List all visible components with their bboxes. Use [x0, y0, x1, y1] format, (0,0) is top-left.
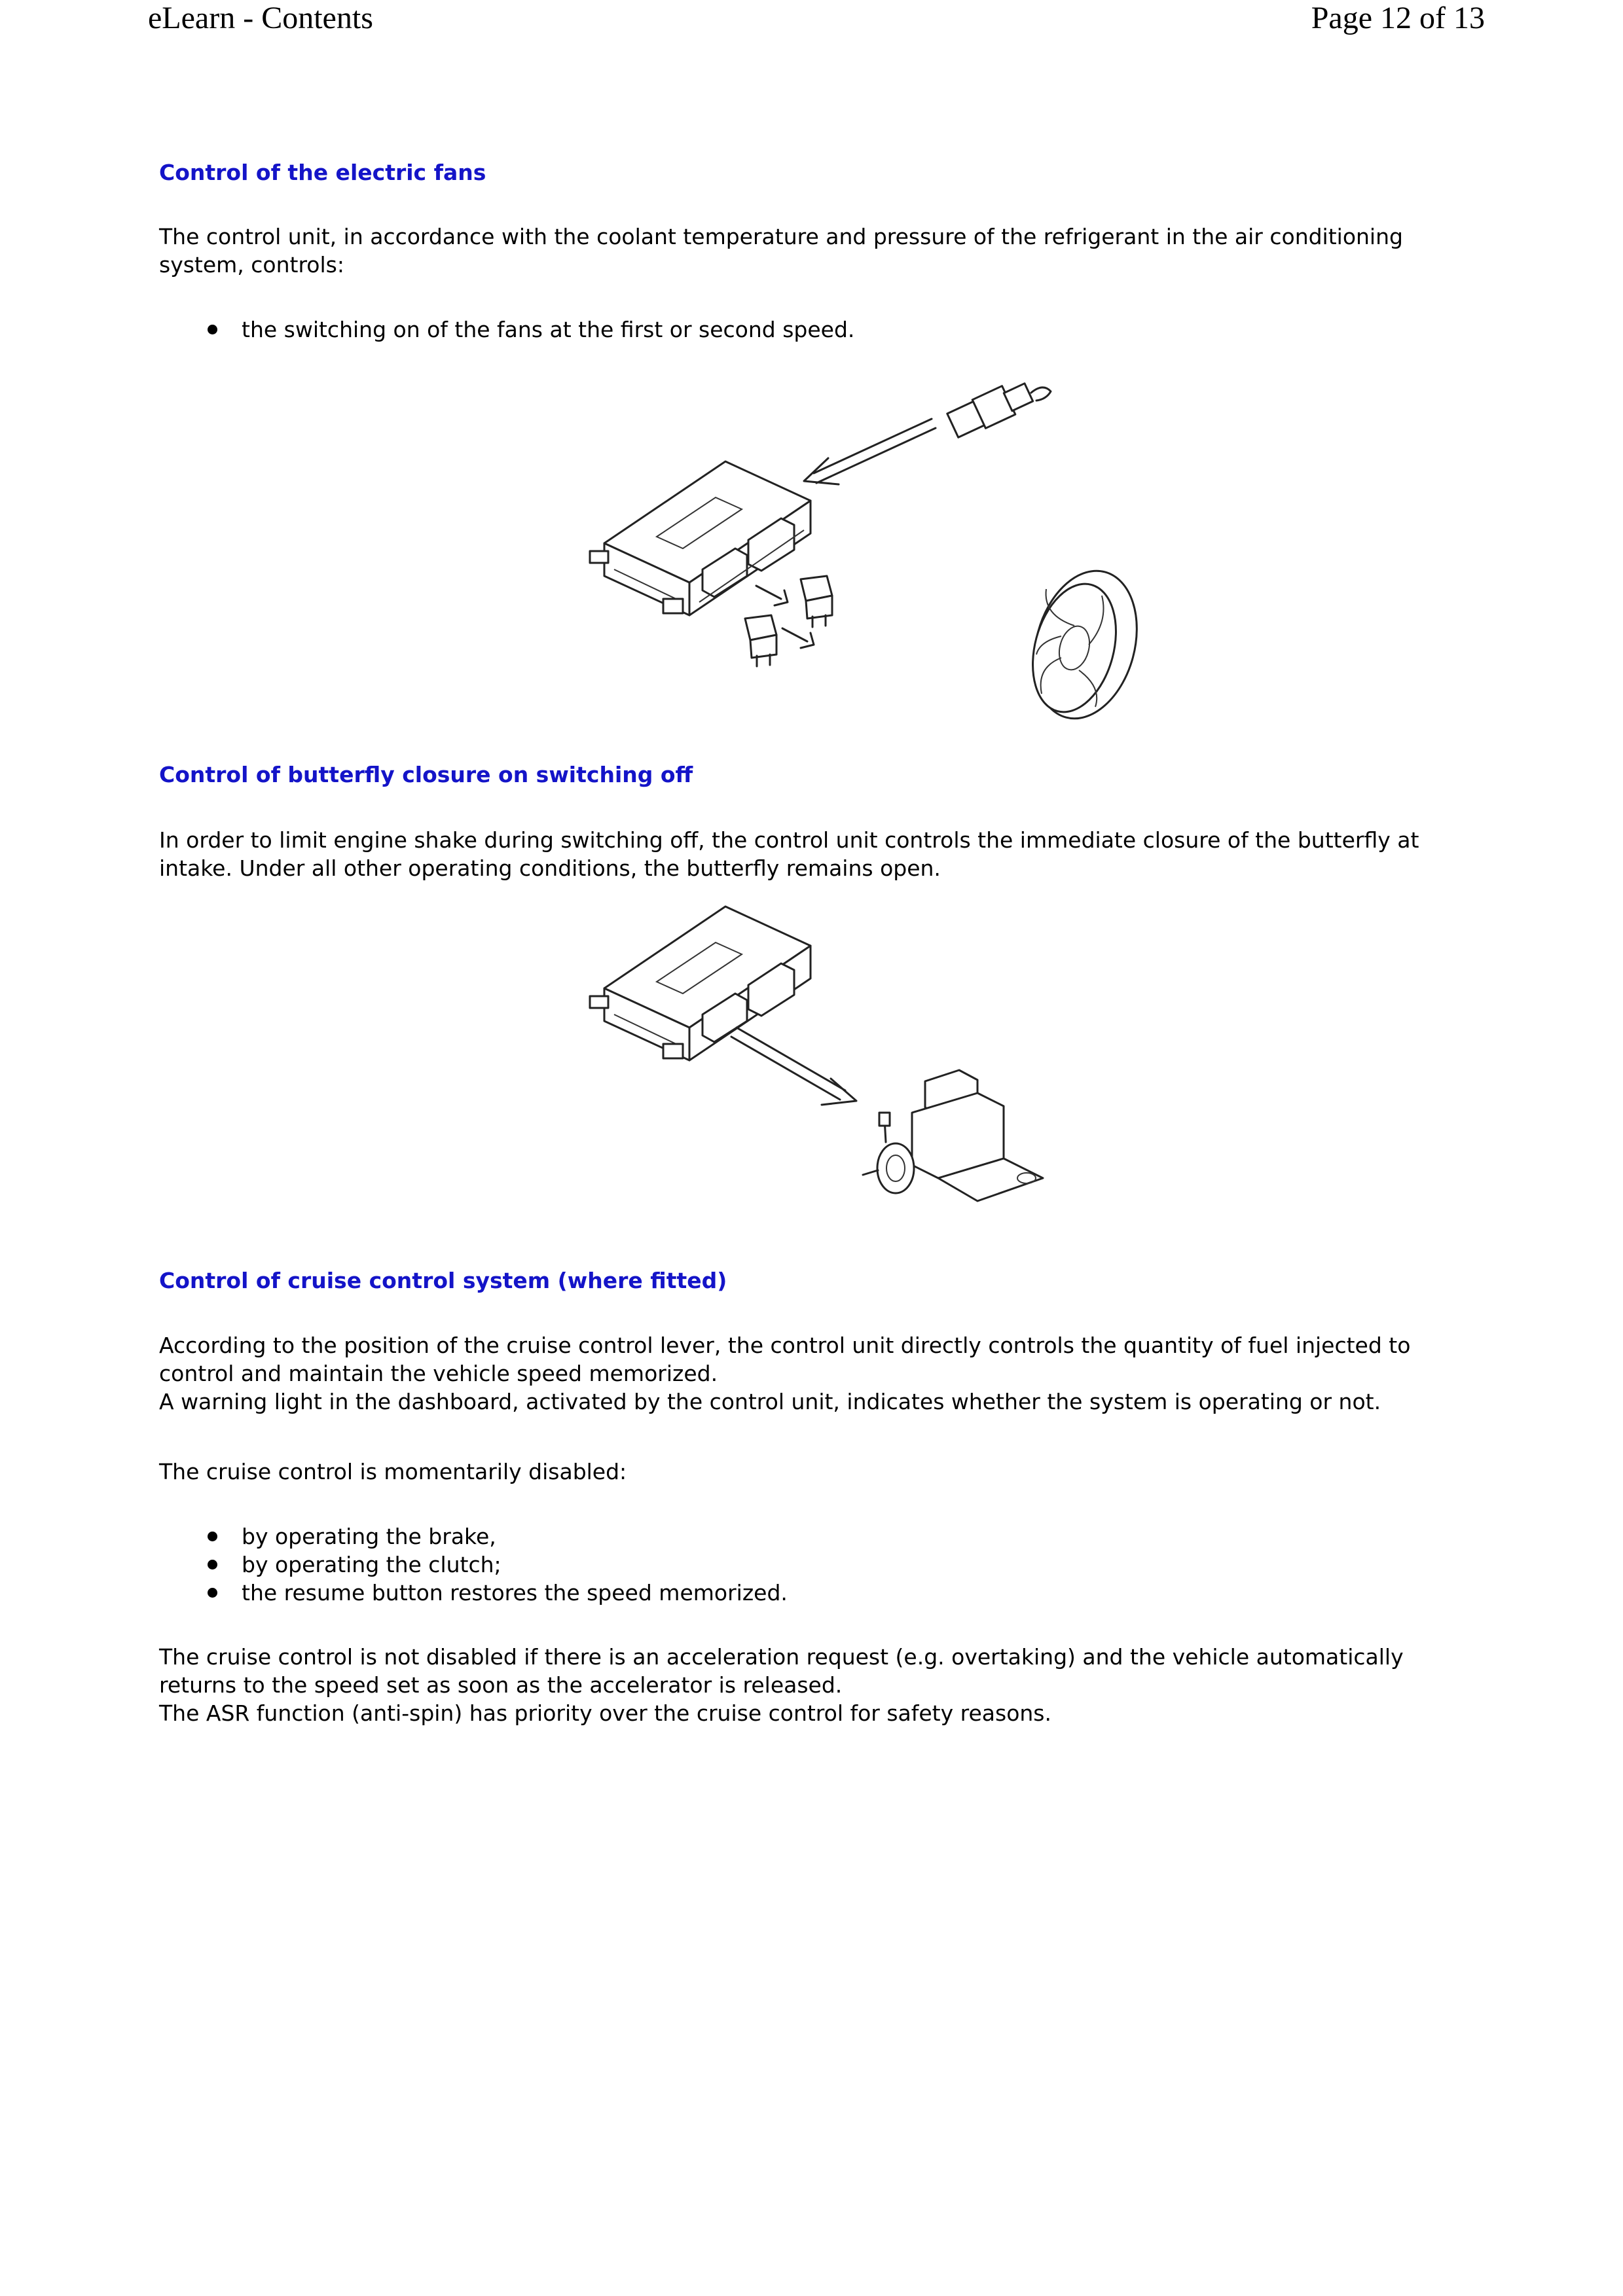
relay-graphic: [801, 576, 832, 627]
paragraph-cruise-intro: [159, 1331, 1475, 1416]
paragraph-fans-intro: [159, 223, 1475, 279]
heading-butterfly-closure: Control of butterfly closure on switching off: [159, 762, 693, 787]
paragraph-line: A warning light in the dashboard, activated by the control unit, indicates whether the system is operating or not.: [159, 1389, 1381, 1414]
header-title: eLearn - Contents: [148, 1, 373, 35]
bullet-list-cruise: [159, 1522, 788, 1607]
paragraph-butterfly: [159, 826, 1475, 882]
paragraph-line: In order to limit engine shake during switching off, the control unit controls the immediate closure of the butterfly at: [159, 827, 1419, 853]
electric-fan-graphic: [1019, 560, 1152, 730]
arrow-sensor-to-ecu: [804, 419, 936, 484]
list-item: the switching on of the fans at the first or second speed.: [159, 315, 854, 344]
list-item: by operating the clutch;: [159, 1551, 788, 1579]
heading-electric-fans: Control of the electric fans: [159, 160, 486, 185]
arrow-ecu-to-actuator: [731, 1028, 856, 1105]
paragraph-line: The ASR function (anti-spin) has priority over the cruise control for safety reasons.: [159, 1700, 1051, 1726]
paragraph-line: The control unit, in accordance with the coolant temperature and pressure of the refrigerant in the air conditioning: [159, 224, 1403, 249]
arrow-ecu-to-relay-1: [756, 586, 788, 605]
paragraph-cruise-disabled: The cruise control is momentarily disabled:: [159, 1459, 627, 1484]
page-header: [0, 0, 1623, 46]
paragraph-line: The cruise control is not disabled if there is an acceleration request (e.g. overtaking) and the vehicle automatically: [159, 1644, 1404, 1670]
butterfly-control-illustration: [585, 890, 1213, 1244]
figure-butterfly-control: [585, 890, 1213, 1246]
paragraph-cruise-notes: [159, 1643, 1475, 1727]
paragraph-line: control and maintain the vehicle speed memorized.: [159, 1361, 718, 1386]
page-number: Page 12 of 13: [1311, 1, 1485, 35]
paragraph-line: system, controls:: [159, 252, 344, 278]
paragraph-line: According to the position of the cruise control lever, the control unit directly controls the quantity of fuel injected to: [159, 1333, 1411, 1358]
heading-cruise-control: Control of cruise control system (where fitted): [159, 1268, 727, 1293]
relay-graphic: [745, 615, 776, 666]
list-item: the resume button restores the speed memorized.: [159, 1579, 788, 1607]
control-unit-graphic: [590, 906, 811, 1060]
butterfly-actuator-graphic: [863, 1070, 1043, 1201]
bullet-list-fans: [159, 315, 854, 344]
arrow-relay-to-fan: [782, 628, 814, 648]
paragraph-line: intake. Under all other operating conditions, the butterfly remains open.: [159, 855, 941, 881]
fan-control-illustration: [585, 380, 1213, 733]
control-unit-graphic: [590, 461, 811, 615]
temperature-sensor-graphic: [947, 384, 1051, 437]
list-item: by operating the brake,: [159, 1522, 788, 1551]
paragraph-line: returns to the speed set as soon as the accelerator is released.: [159, 1672, 843, 1698]
figure-fan-control: [585, 380, 1213, 736]
